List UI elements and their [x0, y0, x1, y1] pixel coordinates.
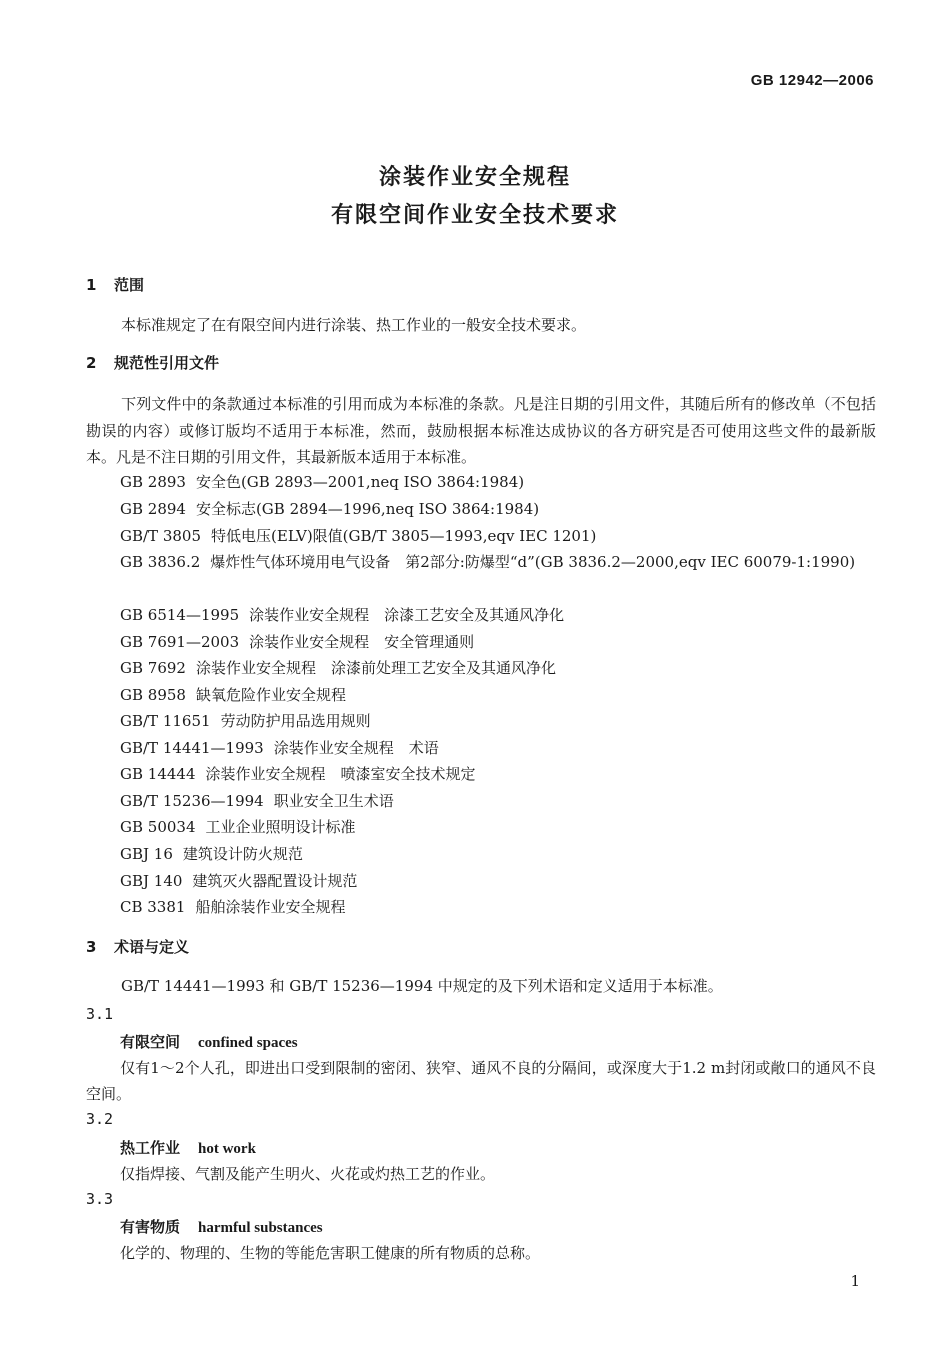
reference-item: GB/T 15236—1994 职业安全卫生术语	[120, 792, 394, 810]
section-1-heading	[86, 274, 144, 295]
section-title: 范围	[114, 276, 145, 294]
section-3-heading	[86, 936, 189, 957]
reference-item: GB 2894 安全标志(GB 2894—1996,neq ISO 3864:1984)	[120, 500, 540, 518]
term-definition: 仅有1～2个人孔，即进出口受到限制的密闭、狭窄、通风不良的分隔间，或深度大于1.2 m封闭或敞口的通风不良空间。	[86, 1059, 876, 1103]
section-3-intro: GB/T 14441—1993 和 GB/T 15236—1994 中规定的及下列术语和定义适用于本标准。	[121, 977, 723, 995]
reference-item: GB/T 14441—1993 涂装作业安全规程 术语	[120, 739, 439, 757]
title-line-1: 涂装作业安全规程	[378, 165, 571, 190]
reference-item: GBJ 140 建筑灭火器配置设计规范	[120, 872, 358, 890]
term-heading: 有害物质 harmful substances	[120, 1218, 323, 1236]
section-2-heading	[86, 352, 219, 373]
reference-item: GB/T 11651 劳动防护用品选用规则	[120, 712, 371, 730]
section-2-intro: 下列文件中的条款通过本标准的引用而成为本标准的条款。凡是注日期的引用文件，其随后所有的修改单（不包括勘误的内容）或修订版均不适用于本标准，然而，鼓励根据本标准达成协议的各方研究是否可使用这些文件的最新版本。凡是不注日期的引用文件，其最新版本适用于本标准。	[86, 395, 876, 466]
reference-item: GB 7691—2003 涂装作业安全规程 安全管理通则	[120, 633, 475, 651]
title-line-2: 有限空间作业安全技术要求	[330, 203, 619, 228]
reference-item: GB 50034 工业企业照明设计标准	[120, 818, 356, 836]
section-number: 1	[86, 276, 97, 294]
reference-item: GB 7692 涂装作业安全规程 涂漆前处理工艺安全及其通风净化	[120, 659, 556, 677]
reference-item: GB 6514—1995 涂装作业安全规程 涂漆工艺安全及其通风净化	[120, 606, 565, 624]
reference-item: GB 14444 涂装作业安全规程 喷漆室安全技术规定	[120, 765, 476, 783]
section-title: 规范性引用文件	[114, 354, 220, 372]
section-number: 3	[86, 938, 97, 956]
reference-item: GB 3836.2 爆炸性气体环境用电气设备 第2部分:防爆型“d”(GB 3836.2—2000,eqv IEC 60079-1:1990)	[120, 553, 856, 571]
section-1-text: 本标准规定了在有限空间内进行涂装、热工作业的一般安全技术要求。	[121, 316, 587, 334]
page-number: 1	[850, 1272, 860, 1290]
term-definition: 仅指焊接、气割及能产生明火、火花或灼热工艺的作业。	[120, 1165, 496, 1183]
term-definition: 化学的、物理的、生物的等能危害职工健康的所有物质的总称。	[120, 1244, 541, 1262]
reference-item: GB 2893 安全色(GB 2893—2001,neq ISO 3864:1984)	[120, 473, 525, 491]
section-number: 2	[86, 354, 97, 372]
term-heading: 热工作业 hot work	[120, 1139, 256, 1157]
reference-item: CB 3381 船舶涂装作业安全规程	[120, 898, 346, 916]
term-heading: 有限空间 confined spaces	[120, 1033, 298, 1051]
reference-item: GB 8958 缺氧危险作业安全规程	[120, 686, 346, 704]
clause-number: 3.3	[86, 1190, 114, 1208]
clause-number: 3.1	[86, 1005, 114, 1023]
clause-number: 3.2	[86, 1110, 114, 1128]
section-title: 术语与定义	[114, 938, 190, 956]
standard-code: GB 12942—2006	[750, 72, 874, 89]
reference-item: GBJ 16 建筑设计防火规范	[120, 845, 303, 863]
reference-item: GB/T 3805 特低电压(ELV)限值(GB/T 3805—1993,eqv IEC 1201)	[120, 527, 597, 545]
